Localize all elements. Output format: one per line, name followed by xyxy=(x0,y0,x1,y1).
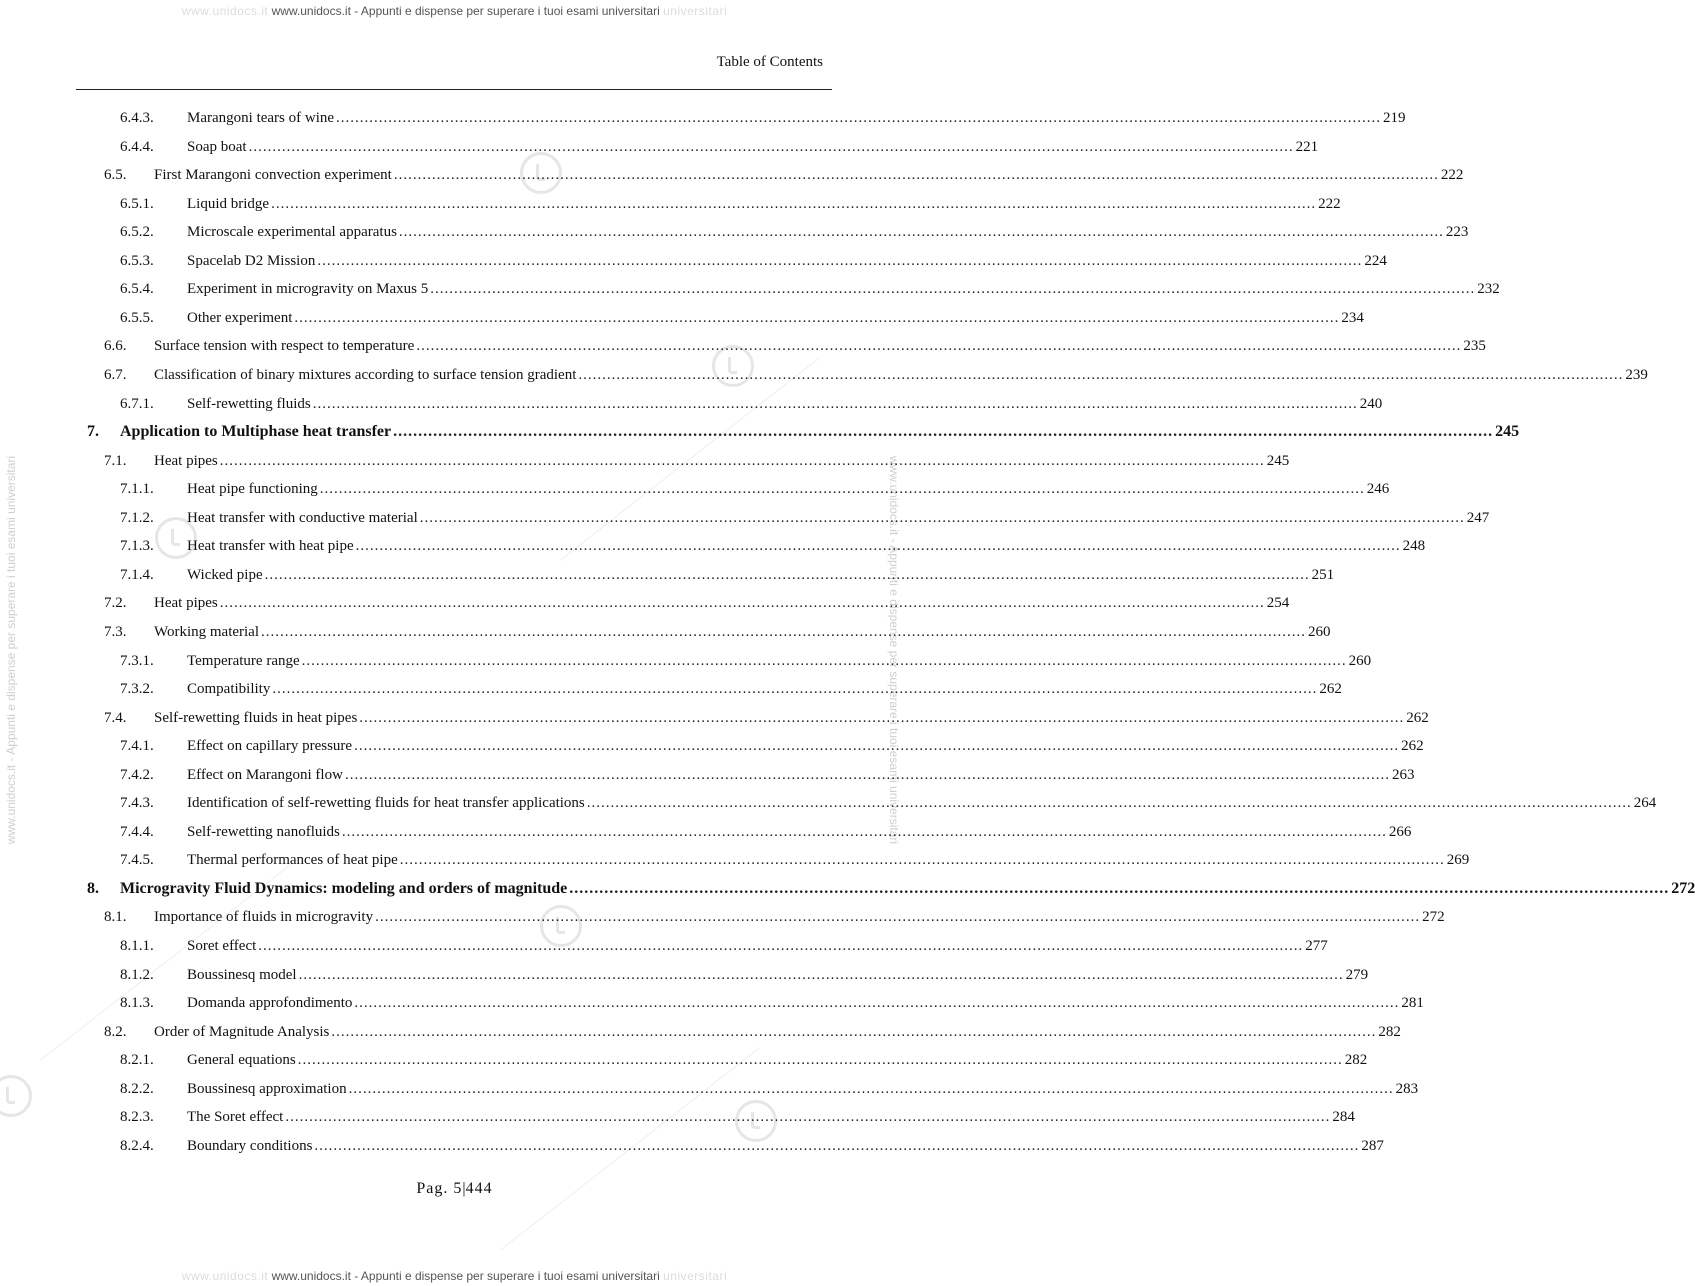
toc-entry-number: 6.5.1. xyxy=(120,195,154,212)
toc-entry-number: 7.1.3. xyxy=(120,538,154,555)
toc-entry[interactable] xyxy=(0,907,1445,927)
toc-entry[interactable] xyxy=(0,736,1424,756)
toc-entry[interactable] xyxy=(0,451,1290,471)
toc-entry[interactable] xyxy=(0,593,1290,613)
toc-entry-page: 282 xyxy=(1344,1052,1368,1069)
toc-entry[interactable] xyxy=(0,679,1342,699)
toc-entry-number: 6.5.2. xyxy=(120,224,154,241)
toc-dot-leader: ............................................................................................................................................................................................................................ xyxy=(258,938,1304,954)
toc-entry-title: Working material xyxy=(154,623,260,640)
toc-entry[interactable] xyxy=(0,651,1372,671)
toc-entry-page: 234 xyxy=(1341,309,1364,326)
toc-entry-title: Other experiment xyxy=(187,309,293,326)
toc-dot-leader: ............................................................................................................................................................................................................................ xyxy=(301,652,1347,669)
toc-entry-title: Order of Magnitude Analysis xyxy=(154,1023,330,1040)
toc-entry-number: 7.1.1. xyxy=(120,481,154,498)
toc-entry-number: 7.4.2. xyxy=(120,766,154,783)
toc-entry-number: 6.6. xyxy=(104,338,127,355)
toc-dot-leader: ............................................................................................................................................................................................................................ xyxy=(375,909,1421,926)
toc-dot-leader: ............................................................................................................................................................................................................................ xyxy=(314,1137,1360,1154)
toc-entry-title: Effect on capillary pressure xyxy=(187,738,353,755)
toc-dot-leader: ............................................................................................................................................................................................................................ xyxy=(341,823,1387,840)
toc-entry-number: 7.1.2. xyxy=(120,509,154,526)
toc-entry[interactable] xyxy=(0,765,1415,785)
toc-entry[interactable] xyxy=(0,394,1383,414)
toc-entry-title: Heat pipe functioning xyxy=(187,481,318,498)
toc-entry-number: 7.4.1. xyxy=(120,738,154,755)
toc-entry-page: 282 xyxy=(1378,1023,1401,1040)
toc-dot-leader: ............................................................................................................................................................................................................................ xyxy=(355,538,1401,555)
toc-entry[interactable] xyxy=(0,137,1319,157)
toc-entry-title: Boussinesq model xyxy=(187,966,297,983)
toc-entry[interactable] xyxy=(0,365,1648,385)
toc-entry-page: 262 xyxy=(1319,681,1342,697)
toc-entry-number: 6.7.1. xyxy=(120,395,154,412)
watermark-top xyxy=(0,4,909,18)
toc-entry-title: Self-rewetting fluids xyxy=(187,395,311,412)
toc-entry-page: 254 xyxy=(1266,595,1290,612)
toc-entry-number: 8.1.3. xyxy=(120,995,154,1012)
toc-dot-leader: ............................................................................................................................................................................................................................ xyxy=(331,1023,1377,1040)
toc-entry-title: Boundary conditions xyxy=(187,1137,313,1154)
toc-dot-leader: ............................................................................................................................................................................................................................ xyxy=(344,766,1390,783)
toc-entry-page: 283 xyxy=(1395,1080,1419,1097)
toc-entry[interactable] xyxy=(0,194,1341,214)
toc-entry-page: 248 xyxy=(1402,538,1426,555)
toc-entry-number: 7.1. xyxy=(104,452,127,469)
toc-entry-page: 284 xyxy=(1332,1109,1355,1126)
watermark-ghost-right-bottom: universitari xyxy=(663,1269,728,1283)
toc-dot-leader: ............................................................................................................................................................................................................................ xyxy=(219,452,1265,469)
toc-entry[interactable] xyxy=(0,1136,1384,1156)
toc-dot-leader: ............................................................................................................................................................................................................................ xyxy=(359,709,1405,726)
toc-entry-number: 7. xyxy=(87,423,99,441)
toc-entry-title: Temperature range xyxy=(187,652,300,669)
toc-entry-number: 6.5.5. xyxy=(120,309,154,326)
toc-entry[interactable] xyxy=(0,251,1387,271)
toc-dot-leader: ............................................................................................................................................................................................................................ xyxy=(298,966,1344,983)
toc-entry-page: 245 xyxy=(1266,452,1290,469)
watermark-ghost-left: www.unidocs.it xyxy=(181,4,269,18)
toc-entry-page: 219 xyxy=(1383,110,1406,126)
toc-dot-leader: ............................................................................................................................................................................................................................ xyxy=(569,879,1670,897)
toc-entry-page: 263 xyxy=(1391,766,1415,783)
toc-entry-title: Compatibility xyxy=(187,681,271,697)
toc-entry[interactable] xyxy=(0,108,1406,128)
toc-entry[interactable] xyxy=(0,508,1490,528)
toc-dot-leader: ............................................................................................................................................................................................................................ xyxy=(312,395,1358,412)
toc-entry-title: Spacelab D2 Mission xyxy=(187,252,316,269)
toc-entry-page: 269 xyxy=(1446,852,1470,869)
toc-entry[interactable] xyxy=(0,279,1500,299)
watermark-bottom-text: www.unidocs.it - Appunti e dispense per superare i tuoi esami universitari xyxy=(271,1269,660,1283)
toc-dot-leader: ............................................................................................................................................................................................................................ xyxy=(430,281,1476,298)
toc-entry-page: 235 xyxy=(1463,338,1486,355)
toc-entry[interactable] xyxy=(0,1079,1419,1099)
toc-entry[interactable] xyxy=(0,536,1426,556)
toc-entry[interactable] xyxy=(0,1022,1401,1042)
toc-entry-number: 8.1.2. xyxy=(120,966,154,983)
page-footer xyxy=(0,1180,909,1198)
toc-entry[interactable] xyxy=(0,222,1469,242)
toc-entry-number: 8.2. xyxy=(104,1023,127,1040)
footer-separator: | xyxy=(462,1180,466,1197)
toc-dot-leader: ............................................................................................................................................................................................................................ xyxy=(317,252,1363,269)
toc-entry-page: 272 xyxy=(1671,879,1695,897)
toc-entry[interactable] xyxy=(0,822,1412,842)
toc-entry-page: 260 xyxy=(1348,652,1372,669)
toc-entry-title: Microgravity Fluid Dynamics: modeling and orders of magnitude xyxy=(120,879,568,897)
toc-dot-leader: ............................................................................................................................................................................................................................ xyxy=(393,423,1494,441)
toc-entry-number: 8.2.3. xyxy=(120,1109,154,1126)
toc-dot-leader: ............................................................................................................................................................................................................................ xyxy=(261,623,1307,640)
toc-entry-number: 7.4.5. xyxy=(120,852,154,869)
toc-entry-number: 6.5. xyxy=(104,167,127,184)
toc-entry-page: 279 xyxy=(1345,966,1369,983)
toc-dot-leader: ............................................................................................................................................................................................................................ xyxy=(272,681,1318,697)
toc-entry-page: 222 xyxy=(1318,195,1341,212)
toc-dot-leader: ............................................................................................................................................................................................................................ xyxy=(348,1080,1394,1097)
toc-entry[interactable] xyxy=(0,1107,1355,1127)
toc-entry-page: 246 xyxy=(1366,481,1390,498)
toc-dot-leader: ............................................................................................................................................................................................................................ xyxy=(336,110,1382,126)
footer-page-label: Pag. xyxy=(416,1180,449,1197)
toc-entry-title: Domanda approfondimento xyxy=(187,995,353,1012)
toc-entry[interactable] xyxy=(0,965,1369,985)
toc-entry-number: 8.2.1. xyxy=(120,1052,154,1069)
toc-entry-title: Classification of binary mixtures according to surface tension gradient xyxy=(154,366,577,383)
toc-entry-number: 6.5.3. xyxy=(120,252,154,269)
toc-entry[interactable] xyxy=(0,165,1464,185)
footer-total-pages: 444 xyxy=(465,1180,493,1197)
toc-entry-title: Boussinesq approximation xyxy=(187,1080,347,1097)
toc-entry-title: Surface tension with respect to temperature xyxy=(154,338,415,355)
toc-dot-leader: ............................................................................................................................................................................................................................ xyxy=(416,338,1462,355)
toc-entry-title: General equations xyxy=(187,1052,296,1069)
toc-entry-title: Heat transfer with heat pipe xyxy=(187,538,354,555)
toc-entry[interactable] xyxy=(0,1050,1368,1070)
toc-entry-title: Effect on Marangoni flow xyxy=(187,766,343,783)
toc-entry[interactable] xyxy=(0,422,1520,442)
toc-dot-leader: ............................................................................................................................................................................................................................ xyxy=(354,995,1400,1012)
toc-entry[interactable] xyxy=(0,336,1486,356)
toc-entry-number: 8. xyxy=(87,879,99,897)
toc-entry[interactable] xyxy=(0,936,1328,956)
watermark-ghost-left-bottom: www.unidocs.it xyxy=(181,1269,269,1283)
watermark-top-text: www.unidocs.it - Appunti e dispense per superare i tuoi esami universitari xyxy=(271,4,660,18)
toc-entry-number: 7.4.3. xyxy=(120,795,154,812)
toc-dot-leader: ............................................................................................................................................................................................................................ xyxy=(219,595,1265,612)
toc-dot-leader: ............................................................................................................................................................................................................................ xyxy=(264,566,1310,583)
toc-entry-title: Soret effect xyxy=(187,938,257,954)
toc-entry-page: 245 xyxy=(1495,423,1520,441)
toc-entry[interactable] xyxy=(0,879,1695,899)
toc-dot-leader: ............................................................................................................................................................................................................................ xyxy=(393,167,1439,184)
toc-entry-title: Experiment in microgravity on Maxus 5 xyxy=(187,281,429,298)
toc-entry[interactable] xyxy=(0,565,1335,585)
toc-entry-number: 7.4. xyxy=(104,709,127,726)
toc-dot-leader: ............................................................................................................................................................................................................................ xyxy=(294,309,1340,326)
toc-entry-page: 260 xyxy=(1308,623,1331,640)
toc-entry-number: 7.1.4. xyxy=(120,566,154,583)
toc-entry-page: 251 xyxy=(1311,566,1335,583)
toc-entry-title: Application to Multiphase heat transfer xyxy=(120,423,392,441)
toc-entry-title: Microscale experimental apparatus xyxy=(187,224,397,241)
toc-entry[interactable] xyxy=(0,622,1331,642)
page-header-title: Table of Contents xyxy=(716,54,823,70)
toc-dot-leader: ............................................................................................................................................................................................................................ xyxy=(319,481,1365,498)
toc-entry[interactable] xyxy=(0,308,1364,328)
toc-dot-leader: ............................................................................................................................................................................................................................ xyxy=(578,366,1624,383)
toc-dot-leader: ............................................................................................................................................................................................................................ xyxy=(419,509,1465,526)
toc-entry-title: Self-rewetting fluids in heat pipes xyxy=(154,709,358,726)
header-divider xyxy=(76,89,832,90)
toc-entry-title: Heat pipes xyxy=(154,452,218,469)
toc-entry-number: 7.2. xyxy=(104,595,127,612)
toc-entry-number: 7.3.2. xyxy=(120,681,154,697)
toc-entry-title: Identification of self-rewetting fluids for heat transfer applications xyxy=(187,795,585,812)
toc-entry-page: 221 xyxy=(1295,138,1319,155)
toc-entry-page: 239 xyxy=(1625,366,1648,383)
toc-entry-title: Thermal performances of heat pipe xyxy=(187,852,398,869)
toc-entry-number: 8.1. xyxy=(104,909,127,926)
toc-entry-title: Wicked pipe xyxy=(187,566,263,583)
toc-entry-title: First Marangoni convection experiment xyxy=(154,167,392,184)
toc-dot-leader: ............................................................................................................................................................................................................................ xyxy=(399,852,1445,869)
toc-entry-page: 266 xyxy=(1388,823,1412,840)
toc-entry-page: 224 xyxy=(1364,252,1387,269)
toc-entry-page: 277 xyxy=(1305,938,1328,954)
toc-entry-title: Self-rewetting nanofluids xyxy=(187,823,340,840)
toc-dot-leader: ............................................................................................................................................................................................................................ xyxy=(586,795,1632,812)
toc-entry-number: 8.1.1. xyxy=(120,938,154,954)
toc-entry[interactable] xyxy=(0,993,1424,1013)
watermark-ghost-right: universitari xyxy=(663,4,728,18)
toc-dot-leader: ............................................................................................................................................................................................................................ xyxy=(285,1109,1331,1126)
toc-dot-leader: ............................................................................................................................................................................................................................ xyxy=(248,138,1294,155)
toc-dot-leader: ............................................................................................................................................................................................................................ xyxy=(297,1052,1343,1069)
toc-entry-number: 8.2.4. xyxy=(120,1137,154,1154)
toc-entry-number: 7.3.1. xyxy=(120,652,154,669)
toc-entry-page: 222 xyxy=(1440,167,1464,184)
toc-dot-leader: ............................................................................................................................................................................................................................ xyxy=(398,224,1444,241)
toc-entry-page: 262 xyxy=(1406,709,1429,726)
toc-entry-page: 232 xyxy=(1477,281,1500,298)
toc-entry[interactable] xyxy=(0,479,1390,499)
toc-entry-title: The Soret effect xyxy=(187,1109,284,1126)
watermark-bottom xyxy=(0,1269,909,1283)
toc-entry[interactable] xyxy=(0,793,1657,813)
toc-dot-leader: ............................................................................................................................................................................................................................ xyxy=(271,195,1317,212)
watermark-side-right: www.unidocs.it - Appunti e dispense per superare i tuoi esami universitari xyxy=(887,455,901,845)
toc-entry-title: Importance of fluids in microgravity xyxy=(154,909,374,926)
toc-entry-page: 264 xyxy=(1633,795,1657,812)
toc-entry-number: 6.5.4. xyxy=(120,281,154,298)
toc-entry-page: 247 xyxy=(1466,509,1490,526)
toc-entry-number: 6.4.3. xyxy=(120,110,154,126)
toc-entry-number: 6.4.4. xyxy=(120,138,154,155)
toc-entry-number: 8.2.2. xyxy=(120,1080,154,1097)
toc-entry[interactable] xyxy=(0,850,1470,870)
toc-entry-number: 6.7. xyxy=(104,366,127,383)
toc-entry-page: 272 xyxy=(1422,909,1445,926)
toc-dot-leader: ............................................................................................................................................................................................................................ xyxy=(354,738,1400,755)
toc-entry-title: Heat pipes xyxy=(154,595,218,612)
toc-entry-number: 7.3. xyxy=(104,623,127,640)
toc-entry-page: 287 xyxy=(1361,1137,1384,1154)
toc-entry-page: 281 xyxy=(1401,995,1424,1012)
toc-entry-page: 262 xyxy=(1401,738,1424,755)
toc-entry-page: 240 xyxy=(1359,395,1383,412)
toc-entry[interactable] xyxy=(0,708,1429,728)
toc-entry-title: Heat transfer with conductive material xyxy=(187,509,418,526)
toc-entry-title: Soap boat xyxy=(187,138,247,155)
toc-entry-page: 223 xyxy=(1445,224,1469,241)
footer-current-page: 5 xyxy=(453,1180,463,1197)
toc-entry-title: Liquid bridge xyxy=(187,195,270,212)
toc-entry-title: Marangoni tears of wine xyxy=(187,110,335,126)
toc-entry-number: 7.4.4. xyxy=(120,823,154,840)
watermark-side-left: www.unidocs.it - Appunti e dispense per superare i tuoi esami universitari xyxy=(4,455,18,845)
